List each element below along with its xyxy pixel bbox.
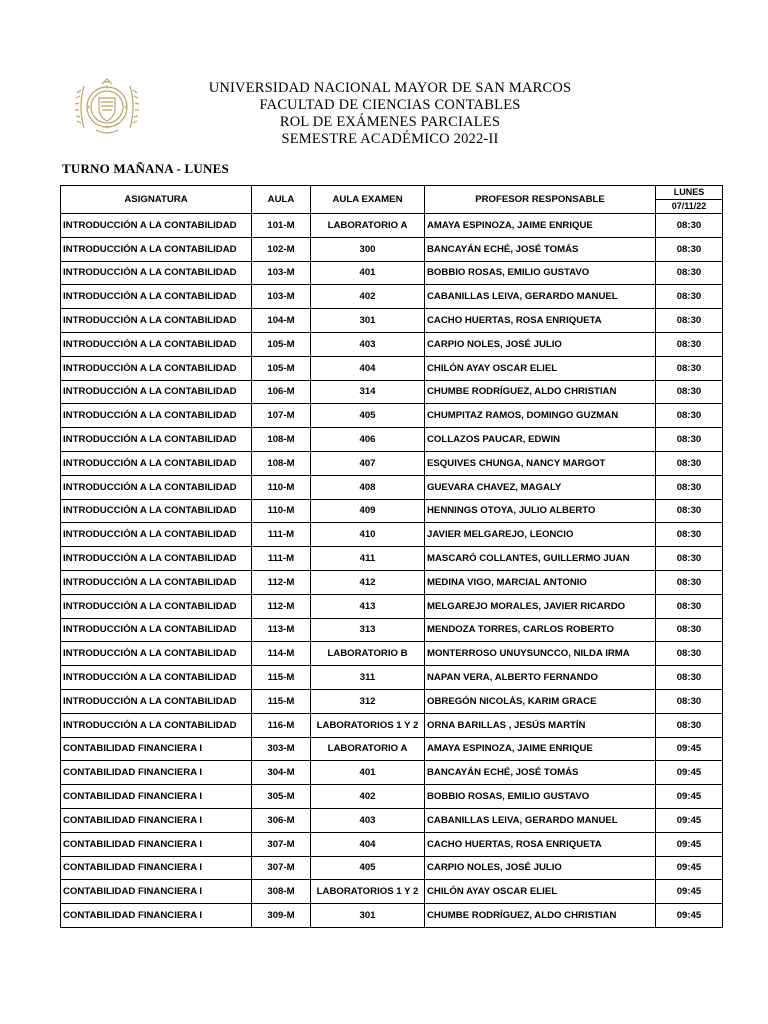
hora-cell: 09:45 — [656, 856, 723, 880]
aula-cell: 103-M — [252, 261, 311, 285]
aula-examen-cell: 405 — [311, 404, 425, 428]
hora-cell: 08:30 — [656, 523, 723, 547]
aula-examen-cell: 404 — [311, 832, 425, 856]
table-row — [61, 832, 723, 856]
asignatura-cell: INTRODUCCIÓN A LA CONTABILIDAD — [61, 547, 252, 571]
exam-schedule-table — [60, 185, 723, 928]
asignatura-cell: INTRODUCCIÓN A LA CONTABILIDAD — [61, 356, 252, 380]
asignatura-cell: INTRODUCCIÓN A LA CONTABILIDAD — [61, 523, 252, 547]
hora-cell: 08:30 — [656, 214, 723, 238]
table-row — [61, 594, 723, 618]
asignatura-cell: CONTABILIDAD FINANCIERA I — [61, 880, 252, 904]
aula-cell: 112-M — [252, 570, 311, 594]
asignatura-cell: INTRODUCCIÓN A LA CONTABILIDAD — [61, 594, 252, 618]
asignatura-cell: INTRODUCCIÓN A LA CONTABILIDAD — [61, 237, 252, 261]
aula-examen-cell: LABORATORIO A — [311, 214, 425, 238]
table-row — [61, 856, 723, 880]
profesor-cell: MASCARÓ COLLANTES, GUILLERMO JUAN — [425, 547, 656, 571]
university-name: UNIVERSIDAD NACIONAL MAYOR DE SAN MARCOS — [208, 80, 572, 96]
aula-examen-cell: 311 — [311, 666, 425, 690]
hora-cell: 08:30 — [656, 309, 723, 333]
semester-label: SEMESTRE ACADÉMICO 2022-II — [281, 131, 499, 147]
aula-examen-cell: LABORATORIO B — [311, 642, 425, 666]
asignatura-cell: INTRODUCCIÓN A LA CONTABILIDAD — [61, 713, 252, 737]
aula-examen-cell: 301 — [311, 309, 425, 333]
aula-examen-cell: 409 — [311, 499, 425, 523]
aula-cell: 103-M — [252, 285, 311, 309]
aula-cell: 102-M — [252, 237, 311, 261]
aula-examen-cell: 403 — [311, 808, 425, 832]
aula-examen-cell: 402 — [311, 285, 425, 309]
hora-cell: 08:30 — [656, 618, 723, 642]
hora-cell: 08:30 — [656, 380, 723, 404]
asignatura-cell: INTRODUCCIÓN A LA CONTABILIDAD — [61, 475, 252, 499]
table-row — [61, 880, 723, 904]
profesor-cell: CHUMPITAZ RAMOS, DOMINGO GUZMAN — [425, 404, 656, 428]
aula-examen-cell: 402 — [311, 785, 425, 809]
profesor-cell: JAVIER MELGAREJO, LEONCIO — [425, 523, 656, 547]
hora-cell: 09:45 — [656, 880, 723, 904]
aula-examen-cell: 410 — [311, 523, 425, 547]
table-row — [61, 261, 723, 285]
aula-cell: 111-M — [252, 547, 311, 571]
aula-examen-cell: 401 — [311, 261, 425, 285]
aula-examen-cell: 406 — [311, 428, 425, 452]
hora-cell: 08:30 — [656, 475, 723, 499]
profesor-cell: COLLAZOS PAUCAR, EDWIN — [425, 428, 656, 452]
asignatura-cell: INTRODUCCIÓN A LA CONTABILIDAD — [61, 428, 252, 452]
hora-cell: 08:30 — [656, 356, 723, 380]
hora-cell: 08:30 — [656, 237, 723, 261]
profesor-cell: CABANILLAS LEIVA, GERARDO MANUEL — [425, 808, 656, 832]
aula-cell: 106-M — [252, 380, 311, 404]
profesor-cell: CARPIO NOLES, JOSÉ JULIO — [425, 332, 656, 356]
aula-cell: 115-M — [252, 666, 311, 690]
asignatura-cell: INTRODUCCIÓN A LA CONTABILIDAD — [61, 285, 252, 309]
table-header-row — [61, 186, 723, 200]
aula-examen-cell: 300 — [311, 237, 425, 261]
aula-examen-cell: LABORATORIO A — [311, 737, 425, 761]
hora-cell: 08:30 — [656, 332, 723, 356]
profesor-cell: CHUMBE RODRÍGUEZ, ALDO CHRISTIAN — [425, 904, 656, 928]
profesor-cell: CHILÓN AYAY OSCAR ELIEL — [425, 880, 656, 904]
asignatura-cell: INTRODUCCIÓN A LA CONTABILIDAD — [61, 618, 252, 642]
profesor-cell: MONTERROSO UNUYSUNCCO, NILDA IRMA — [425, 642, 656, 666]
hora-cell: 08:30 — [656, 570, 723, 594]
asignatura-cell: INTRODUCCIÓN A LA CONTABILIDAD — [61, 689, 252, 713]
hora-cell: 08:30 — [656, 285, 723, 309]
hora-cell: 09:45 — [656, 761, 723, 785]
asignatura-cell: CONTABILIDAD FINANCIERA I — [61, 904, 252, 928]
profesor-cell: CHILÓN AYAY OSCAR ELIEL — [425, 356, 656, 380]
table-row — [61, 380, 723, 404]
hora-cell: 09:45 — [656, 904, 723, 928]
table-row — [61, 666, 723, 690]
asignatura-cell: INTRODUCCIÓN A LA CONTABILIDAD — [61, 309, 252, 333]
hora-cell: 08:30 — [656, 428, 723, 452]
hora-cell: 08:30 — [656, 689, 723, 713]
profesor-cell: BOBBIO ROSAS, EMILIO GUSTAVO — [425, 785, 656, 809]
aula-cell: 107-M — [252, 404, 311, 428]
table-row — [61, 237, 723, 261]
aula-examen-cell: 407 — [311, 451, 425, 475]
asignatura-cell: INTRODUCCIÓN A LA CONTABILIDAD — [61, 666, 252, 690]
asignatura-cell: CONTABILIDAD FINANCIERA I — [61, 808, 252, 832]
column-header-asignatura: ASIGNATURA — [61, 186, 252, 214]
asignatura-cell: CONTABILIDAD FINANCIERA I — [61, 737, 252, 761]
table-row — [61, 475, 723, 499]
table-row — [61, 689, 723, 713]
asignatura-cell: CONTABILIDAD FINANCIERA I — [61, 832, 252, 856]
asignatura-cell: INTRODUCCIÓN A LA CONTABILIDAD — [61, 214, 252, 238]
asignatura-cell: INTRODUCCIÓN A LA CONTABILIDAD — [61, 570, 252, 594]
profesor-cell: MELGAREJO MORALES, JAVIER RICARDO — [425, 594, 656, 618]
aula-cell: 104-M — [252, 309, 311, 333]
hora-cell: 09:45 — [656, 737, 723, 761]
aula-cell: 116-M — [252, 713, 311, 737]
table-row — [61, 309, 723, 333]
profesor-cell: HENNINGS OTOYA, JULIO ALBERTO — [425, 499, 656, 523]
hora-cell: 08:30 — [656, 547, 723, 571]
aula-cell: 305-M — [252, 785, 311, 809]
aula-cell: 101-M — [252, 214, 311, 238]
hora-cell: 08:30 — [656, 642, 723, 666]
asignatura-cell: INTRODUCCIÓN A LA CONTABILIDAD — [61, 642, 252, 666]
table-row — [61, 642, 723, 666]
table-row — [61, 618, 723, 642]
aula-cell: 303-M — [252, 737, 311, 761]
profesor-cell: BOBBIO ROSAS, EMILIO GUSTAVO — [425, 261, 656, 285]
asignatura-cell: INTRODUCCIÓN A LA CONTABILIDAD — [61, 404, 252, 428]
asignatura-cell: CONTABILIDAD FINANCIERA I — [61, 785, 252, 809]
table-row — [61, 451, 723, 475]
profesor-cell: CACHO HUERTAS, ROSA ENRIQUETA — [425, 832, 656, 856]
aula-examen-cell: 403 — [311, 332, 425, 356]
hora-cell: 08:30 — [656, 666, 723, 690]
aula-cell: 307-M — [252, 856, 311, 880]
aula-cell: 105-M — [252, 332, 311, 356]
hora-cell: 08:30 — [656, 499, 723, 523]
asignatura-cell: INTRODUCCIÓN A LA CONTABILIDAD — [61, 380, 252, 404]
university-seal-icon — [74, 76, 140, 138]
aula-cell: 110-M — [252, 499, 311, 523]
profesor-cell: GUEVARA CHAVEZ, MAGALY — [425, 475, 656, 499]
aula-examen-cell: 408 — [311, 475, 425, 499]
hora-cell: 09:45 — [656, 785, 723, 809]
table-row — [61, 356, 723, 380]
asignatura-cell: INTRODUCCIÓN A LA CONTABILIDAD — [61, 499, 252, 523]
aula-examen-cell: 401 — [311, 761, 425, 785]
profesor-cell: CACHO HUERTAS, ROSA ENRIQUETA — [425, 309, 656, 333]
profesor-cell: NAPAN VERA, ALBERTO FERNANDO — [425, 666, 656, 690]
asignatura-cell: CONTABILIDAD FINANCIERA I — [61, 856, 252, 880]
profesor-cell: AMAYA ESPINOZA, JAIME ENRIQUE — [425, 214, 656, 238]
column-header-day: LUNES — [656, 186, 723, 200]
table-row — [61, 737, 723, 761]
profesor-cell: MENDOZA TORRES, CARLOS ROBERTO — [425, 618, 656, 642]
aula-examen-cell: 412 — [311, 570, 425, 594]
table-row — [61, 761, 723, 785]
asignatura-cell: INTRODUCCIÓN A LA CONTABILIDAD — [61, 451, 252, 475]
aula-cell: 306-M — [252, 808, 311, 832]
aula-examen-cell: 413 — [311, 594, 425, 618]
profesor-cell: CABANILLAS LEIVA, GERARDO MANUEL — [425, 285, 656, 309]
table-row — [61, 547, 723, 571]
asignatura-cell: INTRODUCCIÓN A LA CONTABILIDAD — [61, 261, 252, 285]
profesor-cell: ORNA BARILLAS , JESÚS MARTÍN — [425, 713, 656, 737]
aula-examen-cell: 301 — [311, 904, 425, 928]
profesor-cell: CARPIO NOLES, JOSÉ JULIO — [425, 856, 656, 880]
table-row — [61, 285, 723, 309]
aula-cell: 114-M — [252, 642, 311, 666]
hora-cell: 08:30 — [656, 404, 723, 428]
table-row — [61, 713, 723, 737]
profesor-cell: BANCAYÁN ECHÉ, JOSÉ TOMÁS — [425, 237, 656, 261]
table-row — [61, 332, 723, 356]
profesor-cell: ESQUIVES CHUNGA, NANCY MARGOT — [425, 451, 656, 475]
hora-cell: 08:30 — [656, 451, 723, 475]
aula-cell: 112-M — [252, 594, 311, 618]
aula-cell: 110-M — [252, 475, 311, 499]
faculty-name: FACULTAD DE CIENCIAS CONTABLES — [259, 97, 521, 113]
aula-cell: 304-M — [252, 761, 311, 785]
profesor-cell: AMAYA ESPINOZA, JAIME ENRIQUE — [425, 737, 656, 761]
hora-cell: 08:30 — [656, 261, 723, 285]
table-row — [61, 808, 723, 832]
document-title: ROL DE EXÁMENES PARCIALES — [279, 114, 501, 130]
column-header-date: 07/11/22 — [656, 200, 723, 214]
column-header-aula-examen: AULA EXAMEN — [311, 186, 425, 214]
profesor-cell: BANCAYÁN ECHÉ, JOSÉ TOMÁS — [425, 761, 656, 785]
aula-cell: 108-M — [252, 451, 311, 475]
asignatura-cell: INTRODUCCIÓN A LA CONTABILIDAD — [61, 332, 252, 356]
aula-examen-cell: 411 — [311, 547, 425, 571]
hora-cell: 09:45 — [656, 832, 723, 856]
aula-cell: 308-M — [252, 880, 311, 904]
table-row — [61, 214, 723, 238]
table-row — [61, 785, 723, 809]
table-row — [61, 523, 723, 547]
hora-cell: 09:45 — [656, 808, 723, 832]
profesor-cell: CHUMBE RODRÍGUEZ, ALDO CHRISTIAN — [425, 380, 656, 404]
aula-cell: 111-M — [252, 523, 311, 547]
aula-examen-cell: LABORATORIOS 1 Y 2 — [311, 713, 425, 737]
profesor-cell: OBREGÓN NICOLÁS, KARIM GRACE — [425, 689, 656, 713]
aula-examen-cell: 314 — [311, 380, 425, 404]
asignatura-cell: CONTABILIDAD FINANCIERA I — [61, 761, 252, 785]
table-row — [61, 499, 723, 523]
table-row — [61, 904, 723, 928]
hora-cell: 08:30 — [656, 713, 723, 737]
aula-cell: 115-M — [252, 689, 311, 713]
shift-title: TURNO MAÑANA - LUNES — [62, 161, 229, 176]
aula-cell: 309-M — [252, 904, 311, 928]
aula-examen-cell: 312 — [311, 689, 425, 713]
table-row — [61, 428, 723, 452]
aula-examen-cell: LABORATORIOS 1 Y 2 — [311, 880, 425, 904]
aula-examen-cell: 313 — [311, 618, 425, 642]
table-row — [61, 404, 723, 428]
profesor-cell: MEDINA VIGO, MARCIAL ANTONIO — [425, 570, 656, 594]
hora-cell: 08:30 — [656, 594, 723, 618]
aula-cell: 113-M — [252, 618, 311, 642]
aula-cell: 105-M — [252, 356, 311, 380]
aula-examen-cell: 404 — [311, 356, 425, 380]
aula-examen-cell: 405 — [311, 856, 425, 880]
column-header-profesor: PROFESOR RESPONSABLE — [425, 186, 656, 214]
aula-cell: 108-M — [252, 428, 311, 452]
column-header-aula: AULA — [252, 186, 311, 214]
aula-cell: 307-M — [252, 832, 311, 856]
document-header — [140, 80, 640, 148]
table-row — [61, 570, 723, 594]
